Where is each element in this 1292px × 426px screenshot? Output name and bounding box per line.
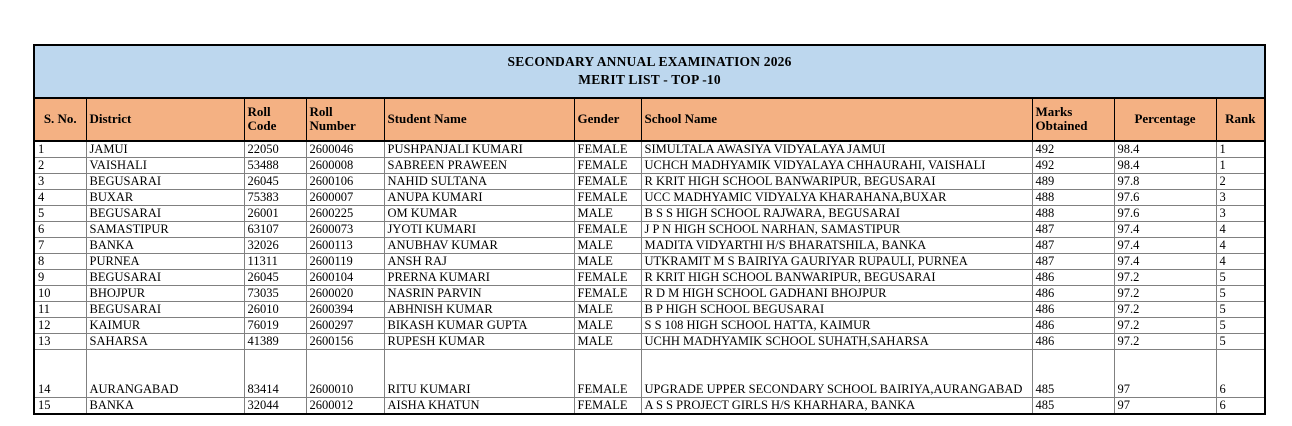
cell-student-name: JYOTI KUMARI: [384, 222, 574, 238]
table-row: [34, 141, 1265, 158]
cell-percentage: 97.6: [1114, 190, 1216, 206]
cell-sno: 6: [34, 222, 86, 238]
column-header-roll-number: Roll Number: [306, 98, 384, 141]
cell-rank: 3: [1216, 190, 1265, 206]
cell-district: SAMASTIPUR: [86, 222, 244, 238]
cell-gender: MALE: [574, 334, 641, 350]
cell-roll-number: 2600010: [306, 350, 384, 398]
cell-gender: FEMALE: [574, 222, 641, 238]
table-row: [34, 222, 1265, 238]
cell-roll-number: 2600008: [306, 158, 384, 174]
cell-rank: 5: [1216, 286, 1265, 302]
cell-school-name: UPGRADE UPPER SECONDARY SCHOOL BAIRIYA,AURANGABAD: [641, 350, 1032, 398]
cell-district: BEGUSARAI: [86, 302, 244, 318]
cell-percentage: 98.4: [1114, 141, 1216, 158]
table-header-row: [34, 98, 1265, 141]
cell-school-name: UTKRAMIT M S BAIRIYA GAURIYAR RUPAULI, PURNEA: [641, 254, 1032, 270]
cell-roll-number: 2600073: [306, 222, 384, 238]
column-header-gender: Gender: [574, 98, 641, 141]
cell-percentage: 97.4: [1114, 222, 1216, 238]
cell-roll-code: 26045: [244, 270, 306, 286]
cell-school-name: R D M HIGH SCHOOL GADHANI BHOJPUR: [641, 286, 1032, 302]
cell-district: KAIMUR: [86, 318, 244, 334]
cell-district: BEGUSARAI: [86, 270, 244, 286]
cell-district: SAHARSA: [86, 334, 244, 350]
cell-district: PURNEA: [86, 254, 244, 270]
cell-percentage: 97.4: [1114, 254, 1216, 270]
cell-rank: 3: [1216, 206, 1265, 222]
cell-roll-code: 63107: [244, 222, 306, 238]
cell-student-name: RUPESH KUMAR: [384, 334, 574, 350]
cell-district: BEGUSARAI: [86, 174, 244, 190]
cell-marks-obtained: 487: [1032, 238, 1114, 254]
cell-marks-obtained: 486: [1032, 318, 1114, 334]
table-row: [34, 206, 1265, 222]
cell-sno: 2: [34, 158, 86, 174]
cell-roll-code: 26010: [244, 302, 306, 318]
column-header-rank: Rank: [1216, 98, 1265, 141]
cell-percentage: 97: [1114, 350, 1216, 398]
cell-student-name: NASRIN PARVIN: [384, 286, 574, 302]
cell-roll-number: 2600156: [306, 334, 384, 350]
cell-school-name: MADITA VIDYARTHI H/S BHARATSHILA, BANKA: [641, 238, 1032, 254]
cell-marks-obtained: 485: [1032, 350, 1114, 398]
cell-percentage: 97.6: [1114, 206, 1216, 222]
cell-gender: MALE: [574, 302, 641, 318]
table-row: [34, 190, 1265, 206]
cell-roll-code: 41389: [244, 334, 306, 350]
cell-district: BHOJPUR: [86, 286, 244, 302]
cell-gender: FEMALE: [574, 350, 641, 398]
cell-roll-code: 73035: [244, 286, 306, 302]
cell-sno: 14: [34, 350, 86, 398]
cell-sno: 3: [34, 174, 86, 190]
cell-sno: 11: [34, 302, 86, 318]
cell-district: BANKA: [86, 398, 244, 415]
cell-rank: 4: [1216, 254, 1265, 270]
cell-rank: 6: [1216, 350, 1265, 398]
cell-roll-code: 32044: [244, 398, 306, 415]
cell-marks-obtained: 487: [1032, 254, 1114, 270]
table-row: [34, 158, 1265, 174]
table-row: [34, 270, 1265, 286]
cell-student-name: ANUBHAV KUMAR: [384, 238, 574, 254]
table-row: [34, 302, 1265, 318]
cell-marks-obtained: 485: [1032, 398, 1114, 415]
table-row: [34, 174, 1265, 190]
cell-gender: FEMALE: [574, 190, 641, 206]
cell-student-name: RITU KUMARI: [384, 350, 574, 398]
cell-district: JAMUI: [86, 141, 244, 158]
cell-marks-obtained: 492: [1032, 158, 1114, 174]
cell-sno: 10: [34, 286, 86, 302]
cell-sno: 5: [34, 206, 86, 222]
cell-roll-code: 75383: [244, 190, 306, 206]
cell-percentage: 97.2: [1114, 318, 1216, 334]
cell-roll-code: 53488: [244, 158, 306, 174]
cell-marks-obtained: 488: [1032, 206, 1114, 222]
cell-roll-number: 2600394: [306, 302, 384, 318]
cell-sno: 8: [34, 254, 86, 270]
column-header-school-name: School Name: [641, 98, 1032, 141]
cell-rank: 5: [1216, 334, 1265, 350]
cell-student-name: AISHA KHATUN: [384, 398, 574, 415]
cell-roll-number: 2600104: [306, 270, 384, 286]
cell-sno: 13: [34, 334, 86, 350]
cell-marks-obtained: 486: [1032, 270, 1114, 286]
cell-student-name: ANSH RAJ: [384, 254, 574, 270]
cell-gender: FEMALE: [574, 270, 641, 286]
cell-gender: MALE: [574, 206, 641, 222]
cell-roll-number: 2600106: [306, 174, 384, 190]
cell-roll-number: 2600225: [306, 206, 384, 222]
table-row: [34, 350, 1265, 398]
cell-roll-code: 22050: [244, 141, 306, 158]
cell-school-name: SIMULTALA AWASIYA VIDYALAYA JAMUI: [641, 141, 1032, 158]
cell-sno: 15: [34, 398, 86, 415]
table-row: [34, 238, 1265, 254]
cell-roll-code: 26001: [244, 206, 306, 222]
column-header-sno: S. No.: [34, 98, 86, 141]
cell-percentage: 98.4: [1114, 158, 1216, 174]
cell-school-name: B S S HIGH SCHOOL RAJWARA, BEGUSARAI: [641, 206, 1032, 222]
cell-school-name: B P HIGH SCHOOL BEGUSARAI: [641, 302, 1032, 318]
title-line-2: MERIT LIST - TOP -10: [578, 72, 721, 88]
table-body: [34, 141, 1265, 414]
cell-percentage: 97.2: [1114, 286, 1216, 302]
cell-roll-number: 2600046: [306, 141, 384, 158]
cell-gender: FEMALE: [574, 286, 641, 302]
cell-marks-obtained: 486: [1032, 334, 1114, 350]
cell-rank: 1: [1216, 141, 1265, 158]
cell-sno: 1: [34, 141, 86, 158]
cell-roll-number: 2600007: [306, 190, 384, 206]
column-header-percentage: Percentage: [1114, 98, 1216, 141]
cell-rank: 2: [1216, 174, 1265, 190]
cell-school-name: J P N HIGH SCHOOL NARHAN, SAMASTIPUR: [641, 222, 1032, 238]
cell-school-name: R KRIT HIGH SCHOOL BANWARIPUR, BEGUSARAI: [641, 270, 1032, 286]
cell-gender: FEMALE: [574, 158, 641, 174]
cell-gender: MALE: [574, 254, 641, 270]
cell-sno: 12: [34, 318, 86, 334]
cell-sno: 4: [34, 190, 86, 206]
title-line-1: SECONDARY ANNUAL EXAMINATION 2026: [507, 54, 792, 69]
cell-district: AURANGABAD: [86, 350, 244, 398]
cell-student-name: OM KUMAR: [384, 206, 574, 222]
merit-list-table: [33, 44, 1266, 415]
cell-marks-obtained: 492: [1032, 141, 1114, 158]
merit-list-table-container: [33, 44, 1264, 415]
cell-percentage: 97.2: [1114, 302, 1216, 318]
cell-marks-obtained: 486: [1032, 302, 1114, 318]
cell-school-name: A S S PROJECT GIRLS H/S KHARHARA, BANKA: [641, 398, 1032, 415]
cell-roll-number: 2600012: [306, 398, 384, 415]
table-row: [34, 334, 1265, 350]
cell-school-name: R KRIT HIGH SCHOOL BANWARIPUR, BEGUSARAI: [641, 174, 1032, 190]
cell-roll-code: 76019: [244, 318, 306, 334]
cell-rank: 4: [1216, 238, 1265, 254]
table-row: [34, 254, 1265, 270]
cell-district: VAISHALI: [86, 158, 244, 174]
cell-marks-obtained: 488: [1032, 190, 1114, 206]
table-title-row: [34, 45, 1265, 98]
cell-percentage: 97: [1114, 398, 1216, 415]
cell-percentage: 97.2: [1114, 270, 1216, 286]
cell-rank: 5: [1216, 302, 1265, 318]
cell-school-name: UCHCH MADHYAMIK VIDYALAYA CHHAURAHI, VAISHALI: [641, 158, 1032, 174]
cell-gender: MALE: [574, 238, 641, 254]
column-header-student-name: Student Name: [384, 98, 574, 141]
cell-school-name: UCC MADHYAMIC VIDYALYA KHARAHANA,BUXAR: [641, 190, 1032, 206]
table-row: [34, 318, 1265, 334]
cell-district: BEGUSARAI: [86, 206, 244, 222]
cell-rank: 6: [1216, 398, 1265, 415]
column-header-district: District: [86, 98, 244, 141]
column-header-marks-obtained: Marks Obtained: [1032, 98, 1114, 141]
table-title-cell: [34, 45, 1265, 98]
cell-school-name: UCHH MADHYAMIK SCHOOL SUHATH,SAHARSA: [641, 334, 1032, 350]
cell-student-name: ANUPA KUMARI: [384, 190, 574, 206]
cell-roll-number: 2600119: [306, 254, 384, 270]
cell-gender: FEMALE: [574, 141, 641, 158]
cell-sno: 7: [34, 238, 86, 254]
cell-student-name: PRERNA KUMARI: [384, 270, 574, 286]
cell-district: BUXAR: [86, 190, 244, 206]
cell-roll-number: 2600113: [306, 238, 384, 254]
table-row: [34, 398, 1265, 415]
cell-roll-code: 26045: [244, 174, 306, 190]
cell-marks-obtained: 486: [1032, 286, 1114, 302]
cell-school-name: S S 108 HIGH SCHOOL HATTA, KAIMUR: [641, 318, 1032, 334]
cell-student-name: SABREEN PRAWEEN: [384, 158, 574, 174]
cell-student-name: ABHNISH KUMAR: [384, 302, 574, 318]
cell-percentage: 97.4: [1114, 238, 1216, 254]
table-row: [34, 286, 1265, 302]
cell-roll-code: 11311: [244, 254, 306, 270]
cell-percentage: 97.8: [1114, 174, 1216, 190]
cell-gender: FEMALE: [574, 174, 641, 190]
cell-rank: 1: [1216, 158, 1265, 174]
column-header-roll-code: Roll Code: [244, 98, 306, 141]
cell-student-name: PUSHPANJALI KUMARI: [384, 141, 574, 158]
cell-rank: 5: [1216, 270, 1265, 286]
cell-gender: FEMALE: [574, 398, 641, 415]
cell-marks-obtained: 489: [1032, 174, 1114, 190]
cell-student-name: BIKASH KUMAR GUPTA: [384, 318, 574, 334]
cell-marks-obtained: 487: [1032, 222, 1114, 238]
cell-rank: 5: [1216, 318, 1265, 334]
cell-gender: MALE: [574, 318, 641, 334]
cell-percentage: 97.2: [1114, 334, 1216, 350]
cell-student-name: NAHID SULTANA: [384, 174, 574, 190]
cell-sno: 9: [34, 270, 86, 286]
cell-roll-code: 32026: [244, 238, 306, 254]
cell-roll-code: 83414: [244, 350, 306, 398]
cell-rank: 4: [1216, 222, 1265, 238]
cell-roll-number: 2600297: [306, 318, 384, 334]
cell-district: BANKA: [86, 238, 244, 254]
cell-roll-number: 2600020: [306, 286, 384, 302]
